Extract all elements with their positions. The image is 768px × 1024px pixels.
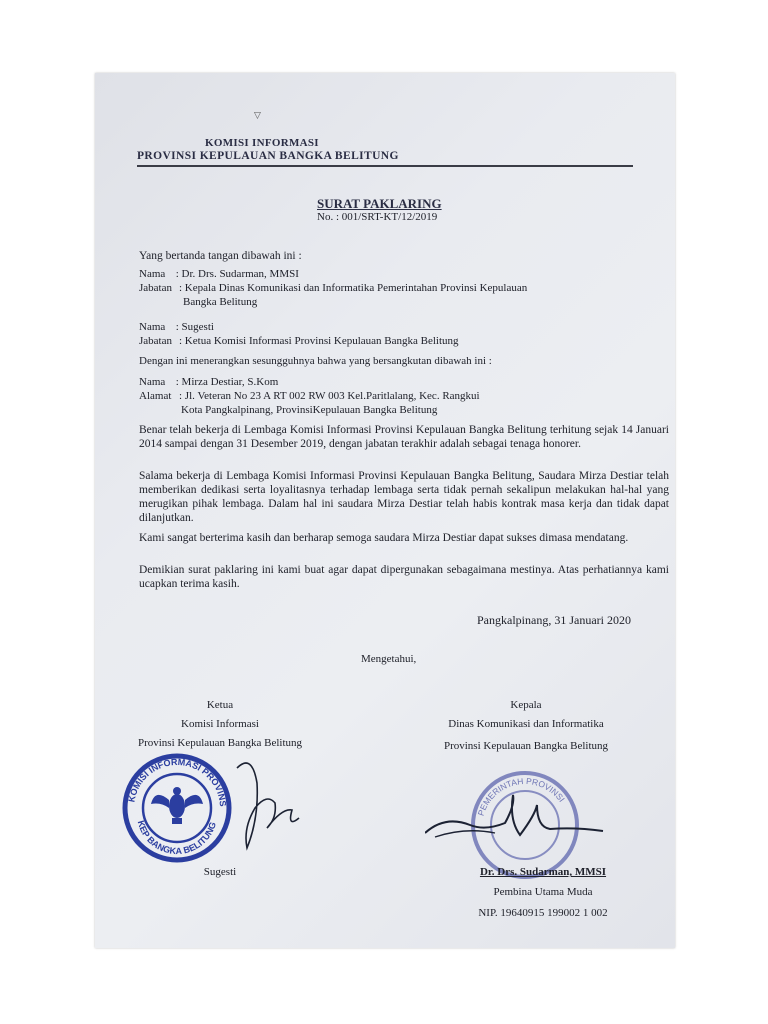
header-divider [137,165,633,167]
place-date: Pangkalpinang, 31 Januari 2020 [477,613,631,627]
left-title-line1: Ketua [206,699,234,711]
right-signer-rank: Pembina Utama Muda [493,886,593,898]
left-signature [237,763,299,848]
body-paragraph-3: Kami sangat berterima kasih dan berharap semoga saudara Mirza Destiar dapat sukses dimasa mendatang. [139,532,629,544]
subject-alamat-value: : Jl. Veteran No 23 A RT 002 RW 003 Kel.Paritlalang, Kec. Rangkui [179,390,480,402]
subject-alamat-value2: Kota Pangkalpinang, ProvinsiKepulauan Bangka Belitung [181,404,438,416]
signer2-nama-value: : Sugesti [175,321,214,333]
right-stamp-signature [425,765,625,880]
body-paragraph-1: Benar telah bekerja di Lembaga Komisi Informasi Provinsi Kepulauan Bangka Belitung terhitung sejak 14 Januari 2014 sampai dengan 31 Desember 2019, dengan jabatan terakhir adalah sebagai tenaga honorer. [139,424,669,450]
garuda-emblem-icon [151,787,203,824]
signer1-jabatan-value2: Bangka Belitung [183,296,258,308]
right-stamp-ring-text: PEMERINTAH PROVINSI [475,775,567,817]
header-mark: ▽ [254,110,261,120]
subject-nama-value: : Mirza Destiar, S.Kom [175,376,279,388]
right-stamp-outer-ring [473,773,577,877]
left-title-line3: Provinsi Kepulauan Bangka Belitung [137,737,303,749]
statement-text: Dengan ini menerangkan sesungguhnya bahwa yang bersangkutan dibawah ini : [139,355,492,367]
org-name-line2: PROVINSI KEPULAUAN BANGKA BELITUNG [137,150,399,162]
right-title-line3: Provinsi Kepulauan Bangka Belitung [443,740,609,752]
letter-page [95,73,675,948]
right-signer-name: Dr. Drs. Sudarman, MMSI [479,866,607,878]
subject-nama-row [139,376,278,388]
letter-title: SURAT PAKLARING [317,196,442,211]
subject-alamat-label: Alamat [139,390,172,402]
left-signer-name: Sugesti [203,866,237,878]
mengetahui-label: Mengetahui, [361,653,417,665]
signer2-nama-label: Nama [139,321,166,333]
signer1-jabatan-value: : Kepala Dinas Komunikasi dan Informatika Pemerintahan Provinsi Kepulauan [179,282,528,294]
signer1-nama-label: Nama [139,268,166,280]
left-stamp-ring-text: KOMISI INFORMASI PROVINS [126,756,229,808]
signer1-nama-row [139,268,299,280]
right-title-line2: Dinas Komunikasi dan Informatika [448,718,604,730]
signer1-jabatan-label: Jabatan [139,282,172,294]
right-title-line1: Kepala [510,699,542,711]
signer2-nama-row [139,321,214,333]
signer2-jabatan-row [139,335,459,347]
signer1-nama-value: : Dr. Drs. Sudarman, MMSI [175,268,299,280]
signer2-jabatan-label: Jabatan [139,335,172,347]
letter-number: No. : 001/SRT-KT/12/2019 [317,211,438,223]
intro-text: Yang bertanda tangan dibawah ini : [139,250,302,262]
left-title-line2: Komisi Informasi [181,718,259,730]
signer2-jabatan-value: : Ketua Komisi Informasi Provinsi Kepulauan Bangka Belitung [179,335,459,347]
left-stamp-signature [117,748,307,868]
subject-nama-label: Nama [139,376,166,388]
body-paragraph-2: Salama bekerja di Lembaga Komisi Informasi Provinsi Kepulauan Bangka Belitung, Saudara Mirza Destiar telah memberikan dedikasi serta loyalitasnya terhadap lembaga serta tidak pernah sekalipun melakukan hal-hal yang merugikan pihak lembaga. Dalam hal ini saudara Mirza Destiar telah habis kontrak masa kerja dan tidak dapat dilanjutkan. [139,470,669,524]
left-stamp-ring-text2: KEP BANGKA BELITUNG [135,819,218,857]
right-signature-stroke [435,831,495,837]
subject-alamat-row [139,390,480,402]
signer1-jabatan-row [139,282,527,294]
body-paragraph-4: Demikian surat paklaring ini kami buat agar dapat dipergunakan sebagaimana mestinya. Atas perhatiannya kami ucapkan terima kasih. [139,564,669,590]
org-name-line1: KOMISI INFORMASI [205,137,319,149]
right-signer-nip: NIP. 19640915 199002 1 002 [478,907,608,919]
